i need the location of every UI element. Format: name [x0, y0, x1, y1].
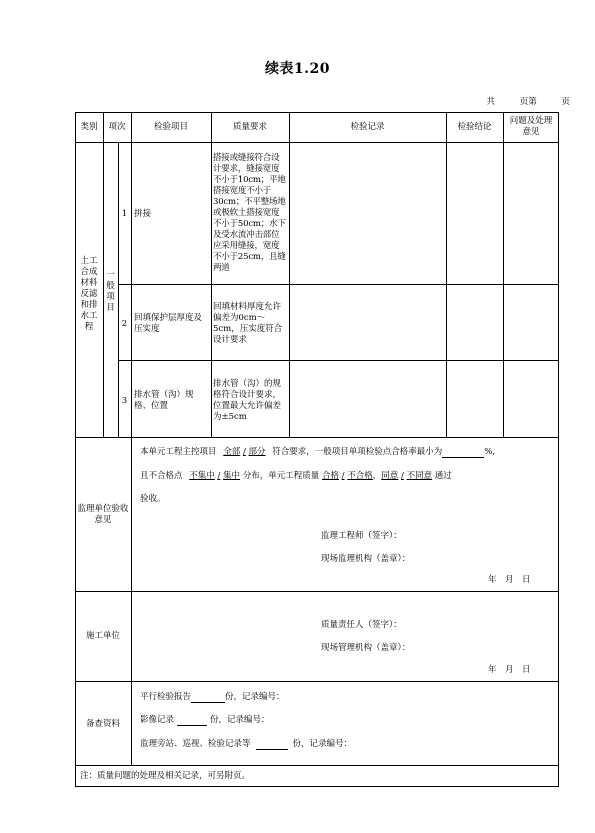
construction-date: 年 月 日 — [488, 665, 531, 675]
header-bottom-line — [75, 142, 559, 143]
supervision-record-count-blank[interactable] — [256, 739, 288, 750]
col-line-itemno — [131, 112, 132, 437]
archive-line3: 监理旁站、巡视、检验记录等 份，记录编号： — [140, 739, 353, 749]
table-body-bottom-line — [75, 437, 559, 438]
construction-bottom-line — [75, 681, 559, 682]
header-category: 类别 — [80, 122, 98, 132]
opt-agree: 同意 — [381, 471, 399, 481]
col-line-req — [289, 112, 290, 437]
archive-label: 备查资料 — [85, 719, 120, 729]
opt-unqualified: 不合格 — [347, 471, 373, 481]
construction-label: 施工单位 — [85, 631, 120, 641]
opt-all: 全部 — [223, 447, 241, 457]
supervision-label: 监理单位验收意见 — [77, 504, 129, 525]
row2-req: 回填材料厚度允许偏差为0cm～5cm，压实度符合设计要求 — [213, 302, 283, 345]
supervision-line3: 验收。 — [140, 494, 166, 504]
header-item-no: 项次 — [108, 122, 126, 132]
supervision-date: 年 月 日 — [488, 575, 531, 585]
image-record-count-blank[interactable] — [177, 715, 207, 726]
header-issue-handling: 问题及处理意见 — [509, 116, 553, 137]
row1-no: 1 — [121, 209, 128, 219]
opt-disagree: 不同意 — [406, 471, 433, 481]
row1-req: 搭接或缝接符合设计要求，缝接宽度不小于10cm；平地搭接宽度不小于30cm；不平整场地或极软土搭接宽度不小于50cm；水下及受水流冲击部位应采用缝接，宽度不小于25cm，且缝两道 — [213, 153, 286, 273]
opt-concentrated: 集中 — [223, 471, 241, 481]
col-line-category — [103, 112, 104, 437]
row2-item: 回填保护层厚度及压实度 — [134, 313, 203, 334]
row1-item: 拼接 — [134, 209, 152, 219]
col-line-item — [211, 112, 212, 437]
row2-no: 2 — [121, 319, 128, 329]
archive-bottom-line — [75, 765, 559, 766]
supervision-org-seal: 现场监理机构（盖章）： — [321, 554, 411, 564]
archive-line1: 平行检验报告 份，记录编号： — [140, 692, 285, 702]
col-line-section-label — [131, 437, 132, 765]
supervision-bottom-line — [75, 591, 559, 592]
row3-item: 排水管（沟）规格、位置 — [134, 390, 194, 411]
parallel-report-count-blank[interactable] — [191, 692, 225, 703]
supervision-line2: 且不合格点 不集中 / 集中 分布，单元工程质量 合格 / 不合格，同意 / 不同意 通过 — [140, 471, 452, 481]
col-line-conclusion — [503, 112, 504, 437]
category-name: 土工合成材料反滤和排水工程 — [80, 256, 98, 332]
col-line-general — [118, 142, 119, 437]
general-item-label: 一般项目 — [106, 270, 115, 313]
header-quality-req: 质量要求 — [232, 122, 267, 132]
opt-not-concentrated: 不集中 — [189, 471, 215, 481]
page-info: 共 页第 页 — [486, 97, 570, 107]
construction-person-sign: 质量责任人（签字）： — [321, 620, 402, 630]
col-line-record — [446, 112, 447, 437]
construction-org-seal: 现场管理机构（盖章）： — [321, 643, 411, 653]
opt-partial: 部分 — [248, 447, 266, 457]
row3-no: 3 — [121, 396, 128, 406]
archive-line2: 影像记录 份，记录编号： — [140, 715, 270, 725]
pass-rate-blank[interactable] — [442, 447, 484, 458]
form-title: 续表1.20 — [264, 61, 331, 77]
row2-bottom-line — [118, 360, 559, 361]
supervision-line1: 本单元工程主控项目 全部 / 部分 符合要求，一般项目单项检验点合格率最小为 %, — [140, 447, 496, 457]
opt-qualified: 合格 — [321, 471, 339, 481]
supervision-engineer-sign: 监理工程师（签字）： — [321, 531, 402, 541]
header-inspect-record: 检验记录 — [350, 122, 385, 132]
footnote: 注：质量问题的处理及相关记录，可另附页。 — [80, 771, 251, 781]
row3-req: 排水管（沟）的规格符合设计要求，位置最大允许偏差为±5cm — [213, 379, 282, 422]
header-conclusion: 检验结论 — [457, 122, 492, 132]
row1-bottom-line — [118, 284, 559, 285]
header-inspect-item: 检验项目 — [153, 122, 188, 132]
